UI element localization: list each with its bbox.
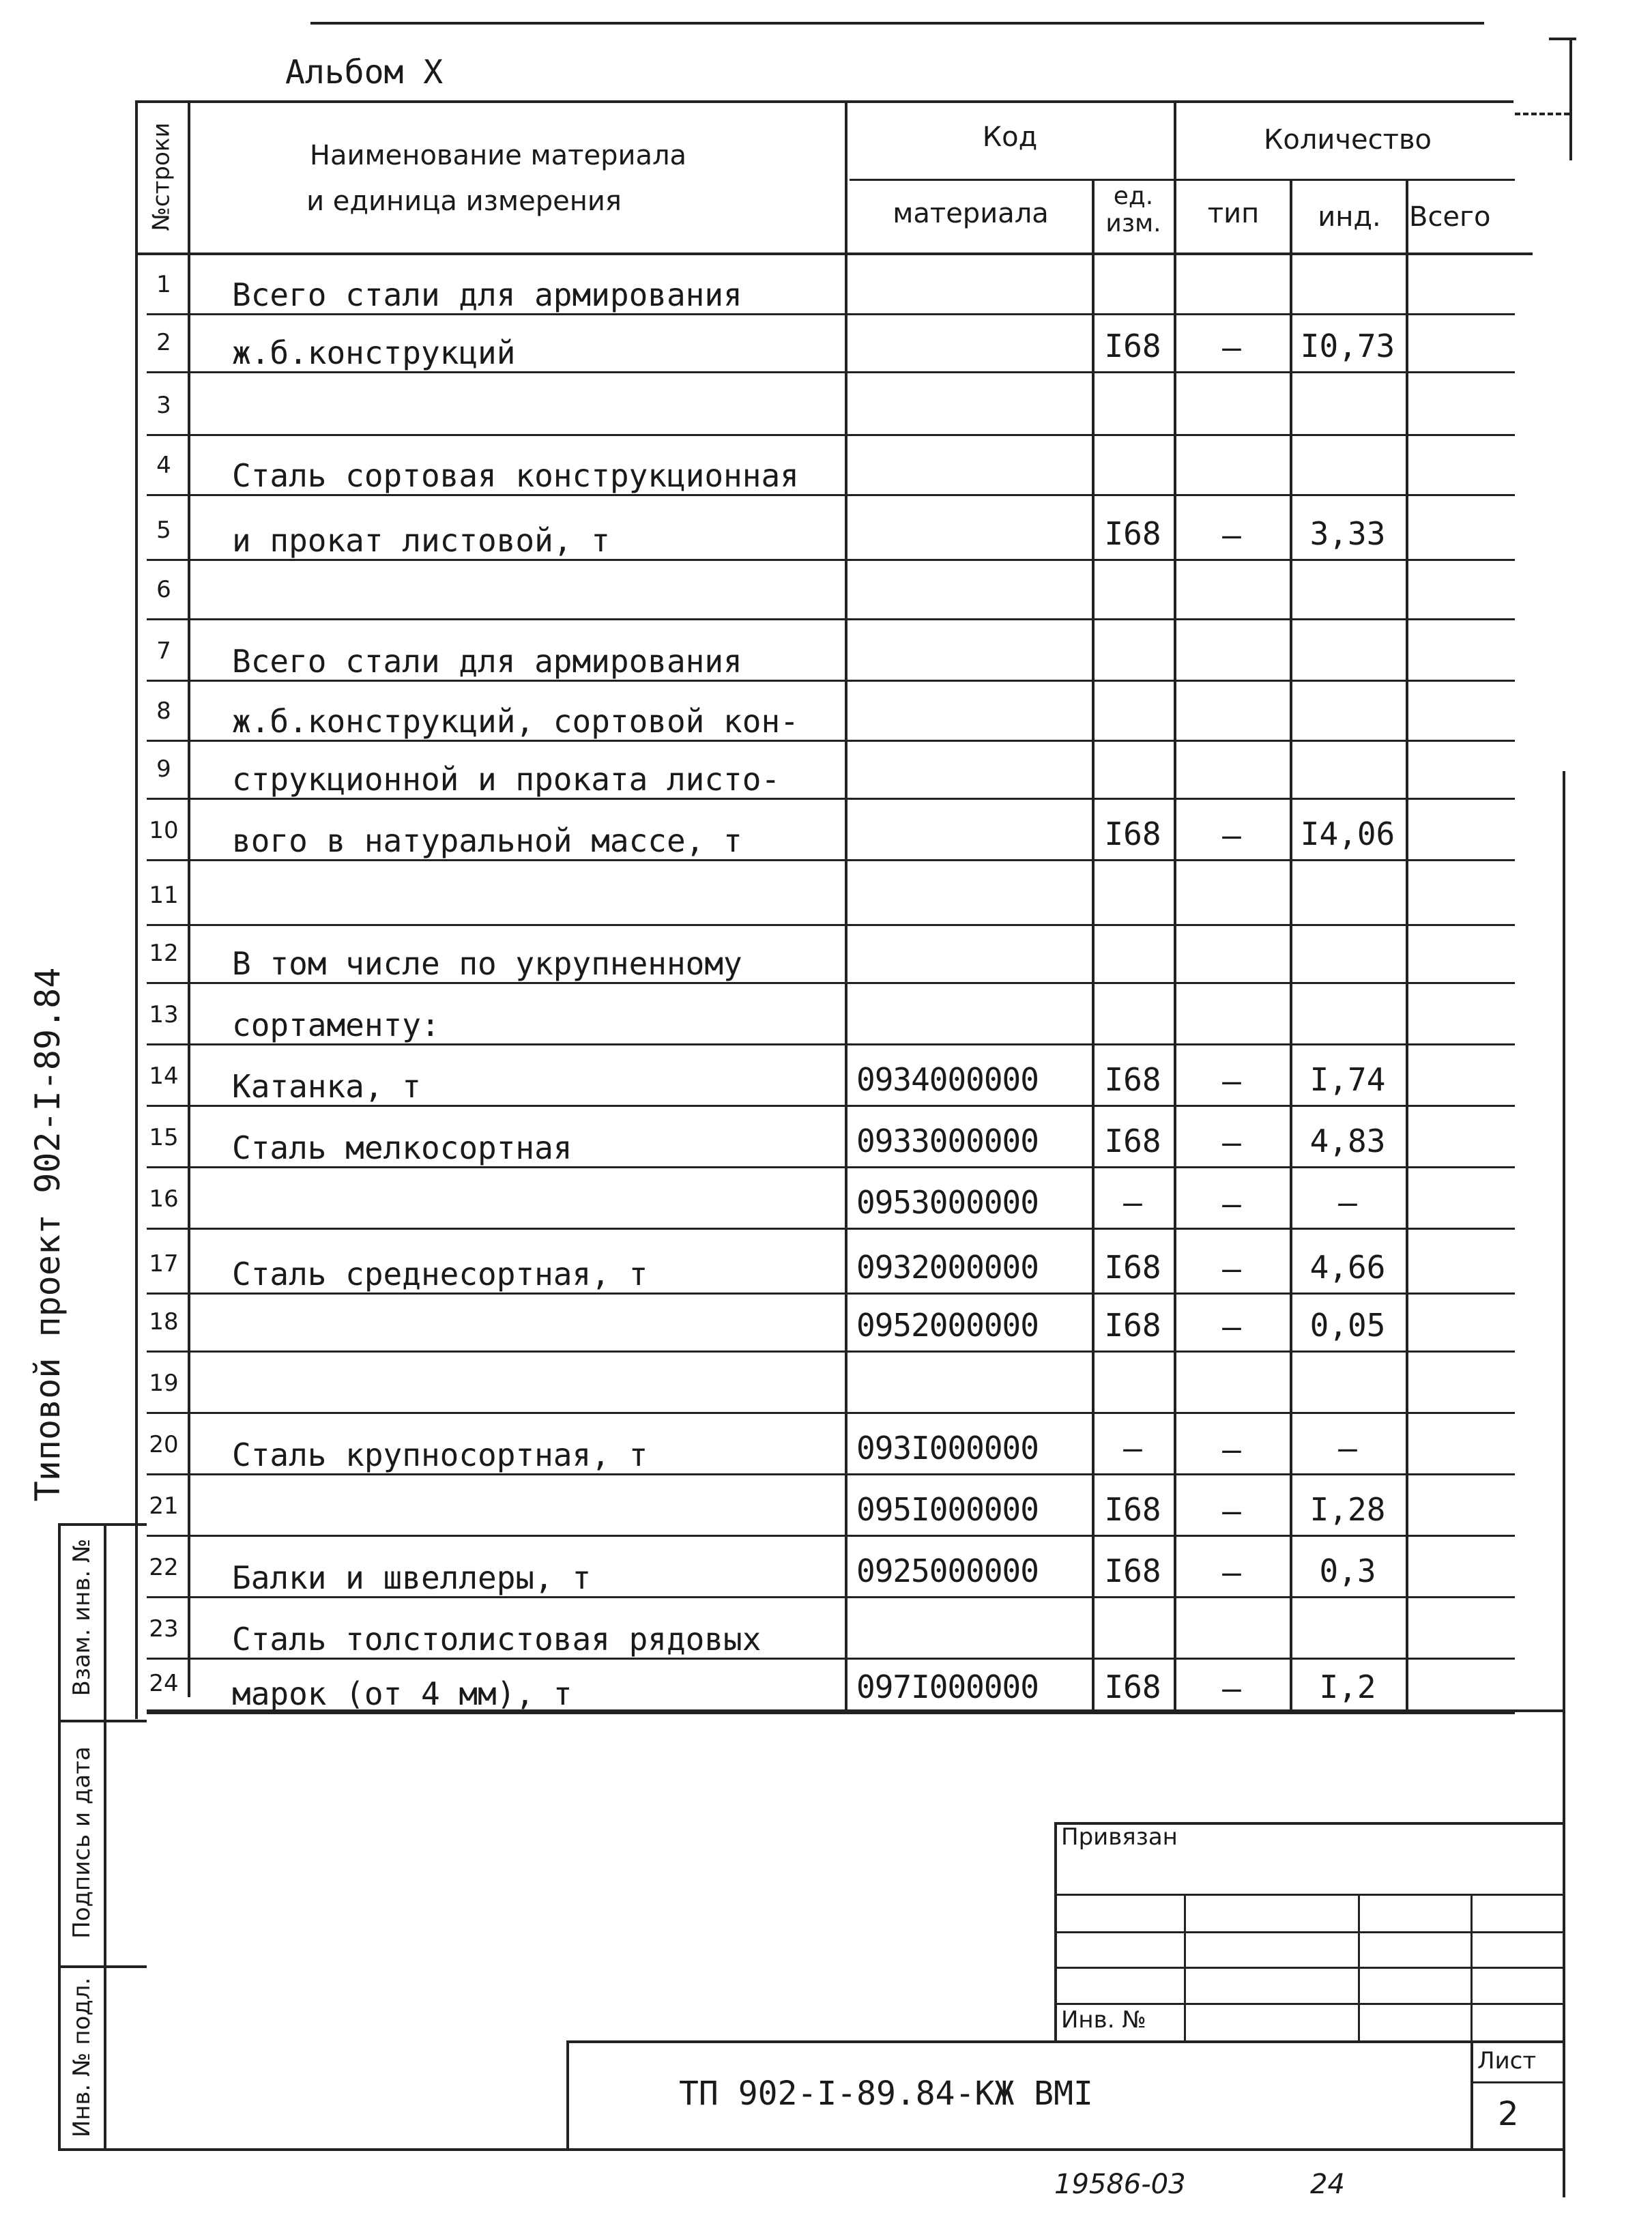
stamp-col1 <box>1184 1894 1186 2040</box>
sheet-label-divider <box>1470 2081 1563 2083</box>
table-row-border <box>147 1535 1515 1537</box>
row-name: ж.б.конструкций <box>232 334 516 371</box>
stamp-privyazan: Привязан <box>1061 1823 1178 1851</box>
row-unit: I68 <box>1104 1249 1161 1286</box>
row-number: 3 <box>156 392 171 419</box>
row-ind: I0,73 <box>1300 328 1395 364</box>
sheet-number: 2 <box>1498 2095 1519 2133</box>
row-type: – <box>1222 1308 1241 1345</box>
table-row-border <box>147 798 1515 800</box>
row-number: 21 <box>149 1492 179 1520</box>
table-row-border <box>147 618 1515 620</box>
header-qty-type: тип <box>1207 198 1260 229</box>
header-row-no-label: №строки <box>147 122 175 231</box>
row-ind: I,2 <box>1319 1669 1376 1705</box>
row-name: Сталь крупносортная, т <box>232 1436 648 1473</box>
row-ind: 0,05 <box>1309 1307 1386 1344</box>
row-type: – <box>1222 1492 1241 1529</box>
row-number: 5 <box>156 517 171 544</box>
row-unit: I68 <box>1104 1123 1161 1159</box>
row-number: 12 <box>149 940 179 967</box>
row-name: Балки и швеллеры, т <box>232 1559 592 1596</box>
stamp-line1 <box>1054 1894 1563 1896</box>
row-code: 0953000000 <box>856 1184 1039 1221</box>
row-name: сортаменту: <box>232 1007 440 1043</box>
header-qty-group: Количество <box>1263 124 1432 156</box>
stamp-col3 <box>1470 1894 1473 2040</box>
row-type: – <box>1222 517 1241 553</box>
row-unit: I68 <box>1104 1061 1161 1098</box>
row-number: 13 <box>149 1001 179 1028</box>
table-row-border <box>147 1105 1515 1107</box>
row-ind: 4,66 <box>1309 1249 1386 1286</box>
row-number: 16 <box>149 1185 179 1213</box>
stamp-line3 <box>1054 1967 1563 1969</box>
row-number: 11 <box>149 882 179 909</box>
row-type: – <box>1222 1554 1241 1591</box>
page-number: 24 <box>1310 2169 1345 2200</box>
row-number: 17 <box>149 1250 179 1277</box>
col-border-name <box>845 100 847 1711</box>
row-name: Всего стали для армирования <box>232 643 742 680</box>
row-unit: – <box>1123 1184 1142 1221</box>
col-border-code <box>1092 179 1095 1711</box>
row-number: 8 <box>156 697 171 725</box>
right-edge-dash <box>1515 113 1569 115</box>
row-type: – <box>1222 1063 1241 1099</box>
row-name: Сталь мелкосортная <box>232 1129 573 1166</box>
row-number: 19 <box>149 1370 179 1397</box>
table-row-border <box>147 740 1515 742</box>
table-row-border <box>147 434 1515 436</box>
row-code: 0925000000 <box>856 1553 1039 1589</box>
row-name: Сталь сортовая конструкционная <box>232 457 799 494</box>
row-number: 1 <box>156 271 171 298</box>
table-top-border <box>135 100 1513 103</box>
row-number: 23 <box>149 1615 179 1643</box>
row-number: 6 <box>156 576 171 603</box>
header-name-line1: Наименование материала <box>309 140 687 171</box>
header-sub-border <box>850 179 1515 181</box>
table-end-border <box>147 1709 1563 1712</box>
row-name: вого в натуральной массе, т <box>232 822 742 859</box>
table-row-border <box>147 1351 1515 1353</box>
row-type: – <box>1222 1250 1241 1287</box>
row-code: 093I000000 <box>856 1430 1039 1467</box>
row-number: 24 <box>149 1670 179 1697</box>
row-type: – <box>1222 817 1241 854</box>
row-name: струкционной и проката листо- <box>232 761 781 798</box>
album-label: Альбом X <box>285 53 444 91</box>
side-inv-vzam: Взам. инв. № <box>68 1538 96 1696</box>
table-row-border <box>147 371 1515 373</box>
header-qty-ind: инд. <box>1318 201 1381 233</box>
table-row-border <box>147 494 1515 496</box>
row-ind: I,74 <box>1309 1061 1386 1098</box>
row-name: и прокат листовой, т <box>232 522 610 559</box>
row-number: 18 <box>149 1308 179 1335</box>
table-row-border <box>147 313 1515 315</box>
row-unit: I68 <box>1104 815 1161 852</box>
row-type: – <box>1222 1431 1241 1468</box>
row-name: Катанка, т <box>232 1068 421 1105</box>
col-border-rowno <box>188 100 190 1697</box>
stamp-inv-no: Инв. № <box>1061 2006 1146 2034</box>
row-unit: I68 <box>1104 515 1161 552</box>
table-row-border <box>147 680 1515 682</box>
row-number: 2 <box>156 329 171 356</box>
row-name: марок (от 4 мм), т <box>232 1675 573 1712</box>
archive-number: 19586-03 <box>1054 2169 1186 2200</box>
row-number: 14 <box>149 1063 179 1090</box>
row-ind: 3,33 <box>1309 515 1386 552</box>
side-inv-podl: Инв. № подл. <box>68 1977 96 2138</box>
stamp-line4 <box>1054 2003 1563 2005</box>
right-edge-mark-vertical <box>1569 38 1572 160</box>
table-row-border <box>147 1712 1515 1714</box>
row-unit: I68 <box>1104 1669 1161 1705</box>
doc-block-right <box>1470 2040 1473 2150</box>
stamp-line2 <box>1054 1931 1563 1933</box>
row-number: 7 <box>156 637 171 665</box>
side-stamp-left <box>58 1523 61 2150</box>
row-ind: – <box>1338 1430 1357 1467</box>
side-project-text: Типовой проект 902-I-89.84 <box>28 967 68 1502</box>
table-row-border <box>147 924 1515 926</box>
header-code-material: материала <box>893 198 1049 229</box>
row-name: Сталь толстолистовая рядовых <box>232 1621 762 1658</box>
stamp-col2 <box>1358 1894 1360 2040</box>
table-row-border <box>147 1473 1515 1475</box>
row-type: – <box>1222 1124 1241 1161</box>
row-unit: I68 <box>1104 1307 1161 1344</box>
row-number: 4 <box>156 452 171 479</box>
table-row-border <box>147 1166 1515 1168</box>
row-type: – <box>1222 1185 1241 1222</box>
side-signature-date: Подпись и дата <box>68 1746 96 1939</box>
row-code: 095I000000 <box>856 1491 1039 1528</box>
table-row-border <box>147 1043 1515 1045</box>
col-border-type <box>1290 179 1292 1711</box>
row-number: 15 <box>149 1124 179 1151</box>
header-qty-total: Всего <box>1409 201 1491 233</box>
row-name: В том числе по укрупненному <box>232 945 742 982</box>
row-unit: – <box>1123 1430 1142 1467</box>
row-ind: 4,83 <box>1309 1123 1386 1159</box>
row-ind: – <box>1338 1184 1357 1221</box>
document-number: ТП 902-I-89.84-КЖ ВМI <box>679 2075 1093 2113</box>
row-type: – <box>1222 329 1241 366</box>
row-number: 20 <box>149 1431 179 1458</box>
col-border-right <box>1563 771 1565 2197</box>
row-code: 097I000000 <box>856 1669 1039 1705</box>
doc-block-top <box>566 2040 1563 2043</box>
col-border-ind <box>1406 179 1408 1711</box>
row-code: 0933000000 <box>856 1123 1039 1159</box>
row-ind: 0,3 <box>1319 1553 1376 1589</box>
row-number: 9 <box>156 755 171 783</box>
row-name: ж.б.конструкций, сортовой кон- <box>232 703 799 740</box>
row-unit: I68 <box>1104 1491 1161 1528</box>
col-border-left <box>135 100 138 1719</box>
row-number: 22 <box>149 1554 179 1581</box>
header-row-no <box>135 100 188 252</box>
row-code: 0934000000 <box>856 1061 1039 1098</box>
header-code-unit: ед. изм. <box>1105 182 1161 237</box>
header-bottom-border <box>135 252 1533 255</box>
row-name: Сталь среднесортная, т <box>232 1256 648 1292</box>
table-row-border <box>147 1596 1515 1598</box>
row-code: 0932000000 <box>856 1249 1039 1286</box>
row-unit: I68 <box>1104 328 1161 364</box>
table-row-border <box>147 1228 1515 1230</box>
row-ind: I4,06 <box>1300 815 1395 852</box>
right-edge-mark <box>1549 38 1576 40</box>
table-row-border <box>147 1292 1515 1295</box>
table-row-border <box>147 1412 1515 1414</box>
header-code-group: Код <box>982 121 1038 153</box>
doc-block-left <box>566 2040 569 2150</box>
row-code: 0952000000 <box>856 1307 1039 1344</box>
sheet-label: Лист <box>1477 2047 1537 2075</box>
row-number: 10 <box>149 817 179 844</box>
row-type: – <box>1222 1670 1241 1707</box>
side-stamp-mid <box>104 1523 106 2150</box>
row-name: Всего стали для армирования <box>232 276 742 313</box>
table-row-border <box>147 982 1515 984</box>
row-ind: I,28 <box>1309 1491 1386 1528</box>
top-rule <box>310 22 1484 25</box>
body-bottom-border <box>147 2148 1563 2151</box>
table-row-border <box>147 559 1515 561</box>
header-name-line2: и единица измерения <box>306 186 622 217</box>
table-row-border <box>147 1658 1515 1660</box>
row-unit: I68 <box>1104 1553 1161 1589</box>
table-row-border <box>147 859 1515 861</box>
